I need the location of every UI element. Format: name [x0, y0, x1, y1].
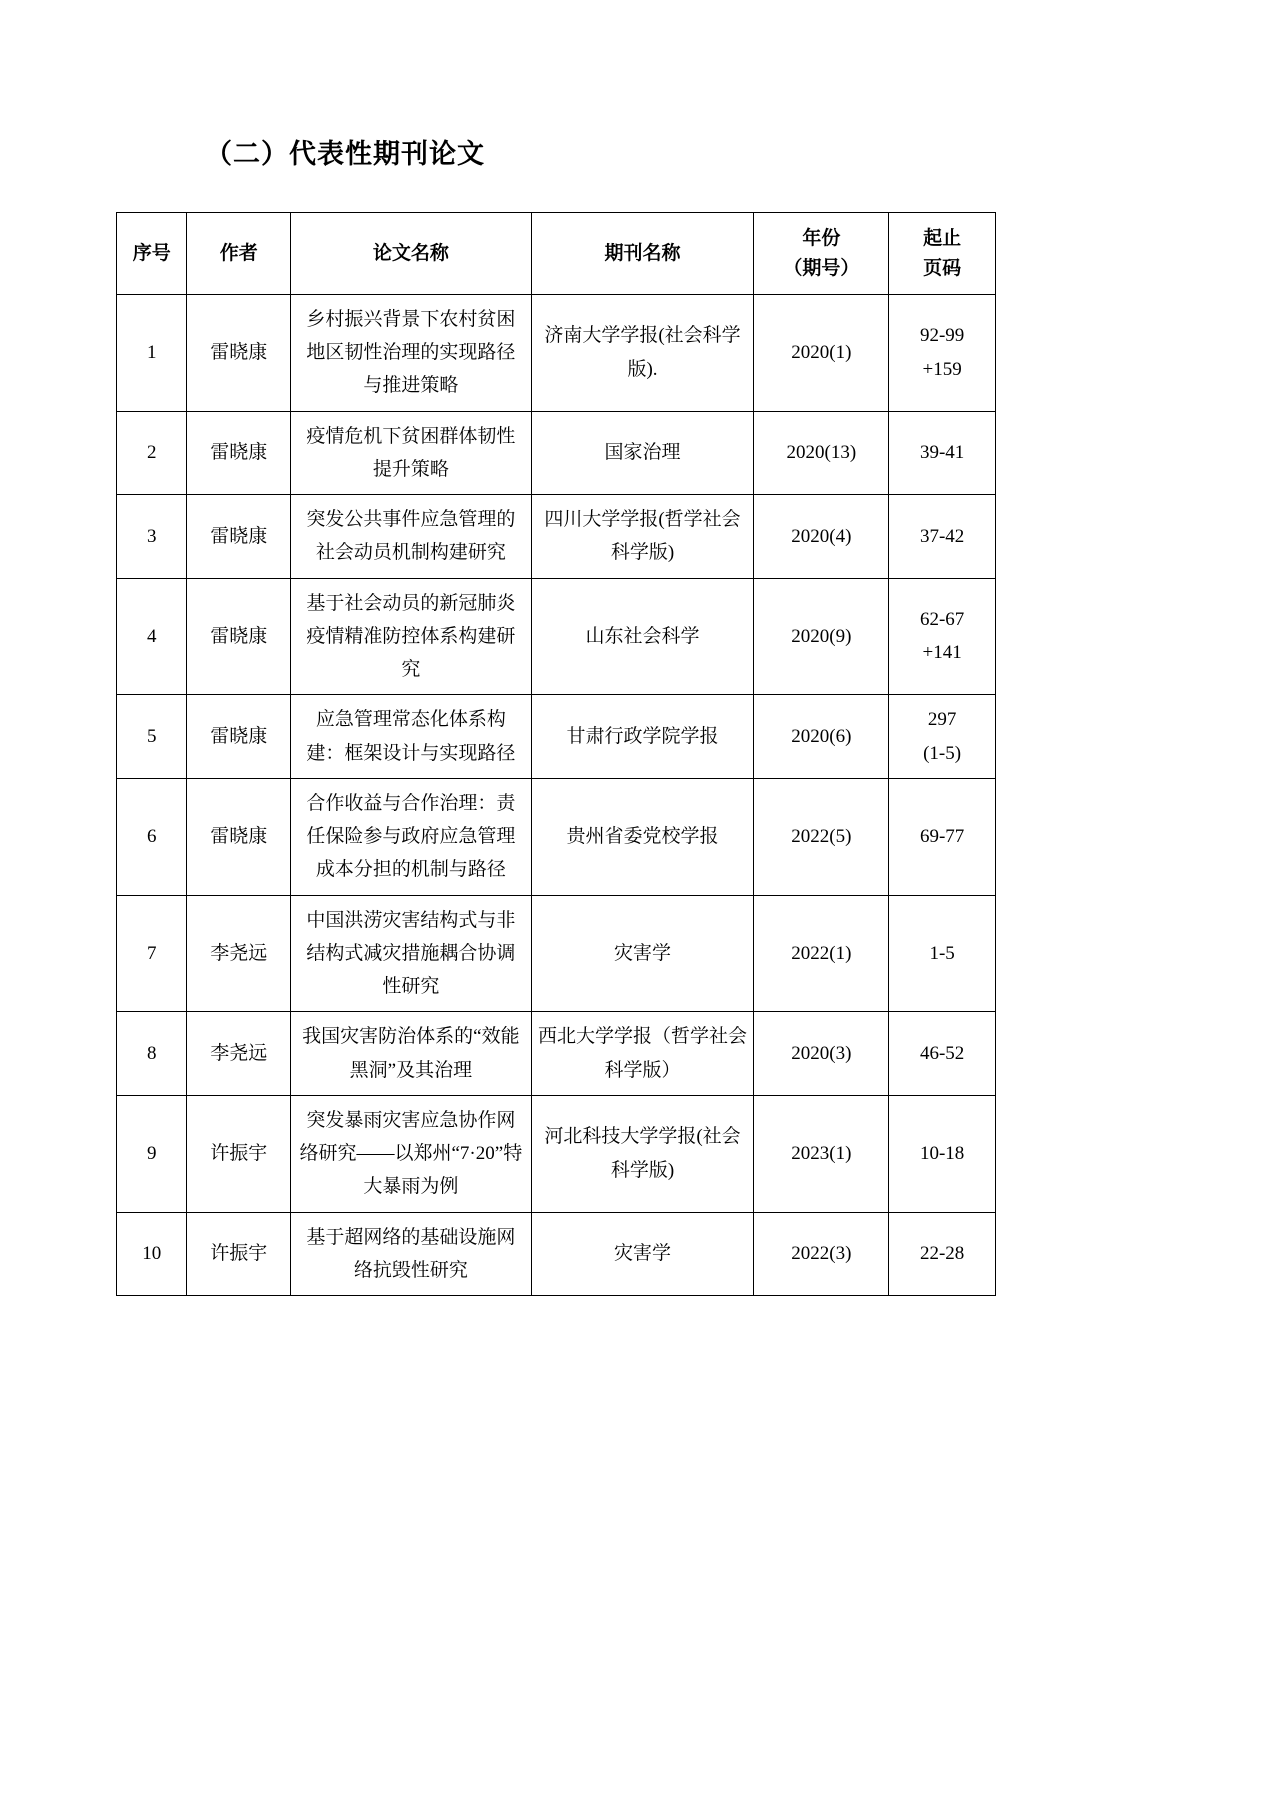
cell-journal: 灾害学: [531, 1212, 754, 1296]
cell-title: 合作收益与合作治理：责任保险参与政府应急管理成本分担的机制与路径: [291, 778, 531, 895]
column-header-journal: 期刊名称: [531, 213, 754, 295]
cell-pages: [889, 411, 996, 495]
cell-no: 5: [117, 695, 187, 779]
cell-author: 雷晓康: [187, 495, 291, 579]
cell-journal: 济南大学学报(社会科学版).: [531, 294, 754, 411]
cell-no: 9: [117, 1095, 187, 1212]
cell-no: 1: [117, 294, 187, 411]
cell-no: 8: [117, 1012, 187, 1096]
cell-pages-line1: 22-28: [919, 1243, 965, 1265]
table-row: [117, 778, 996, 895]
cell-no: 2: [117, 411, 187, 495]
cell-journal: 贵州省委党校学报: [531, 778, 754, 895]
table-row: [117, 495, 996, 579]
cell-pages: [889, 1012, 996, 1096]
cell-journal: 山东社会科学: [531, 578, 754, 695]
cell-pages: [889, 578, 996, 695]
cell-journal: 四川大学学报(哲学社会科学版): [531, 495, 754, 579]
cell-pages: [889, 895, 996, 1012]
cell-year: 2022(5): [754, 778, 889, 895]
cell-no: 7: [117, 895, 187, 1012]
cell-title: 乡村振兴背景下农村贫困地区韧性治理的实现路径与推进策略: [291, 294, 531, 411]
cell-title: 中国洪涝灾害结构式与非结构式减灾措施耦合协调性研究: [291, 895, 531, 1012]
cell-pages: [889, 495, 996, 579]
cell-pages-line1: 92-99: [919, 325, 965, 347]
cell-author: 李尧远: [187, 895, 291, 1012]
cell-author: 雷晓康: [187, 411, 291, 495]
cell-pages-line2: (1-5): [923, 742, 962, 764]
column-header-year: [754, 213, 889, 295]
cell-pages-line2: +159: [922, 358, 962, 380]
cell-title: 基于社会动员的新冠肺炎疫情精准防控体系构建研究: [291, 578, 531, 695]
cell-year: 2022(1): [754, 895, 889, 1012]
table-row: [117, 411, 996, 495]
cell-year: 2020(3): [754, 1012, 889, 1096]
cell-title: 疫情危机下贫困群体韧性提升策略: [291, 411, 531, 495]
cell-author: 雷晓康: [187, 578, 291, 695]
table-row: [117, 294, 996, 411]
cell-pages-line1: 46-52: [919, 1042, 965, 1064]
table-row: [117, 895, 996, 1012]
column-header-no: 序号: [117, 213, 187, 295]
cell-pages: [889, 294, 996, 411]
column-header-pages-line1: 起止: [923, 227, 962, 249]
cell-author: 李尧远: [187, 1012, 291, 1096]
cell-title: 我国灾害防治体系的“效能黑洞”及其治理: [291, 1012, 531, 1096]
column-header-author: 作者: [187, 213, 291, 295]
cell-pages-line1: 10-18: [919, 1143, 965, 1165]
cell-title: 突发暴雨灾害应急协作网络研究——以郑州“7·20”特大暴雨为例: [291, 1095, 531, 1212]
cell-journal: 甘肃行政学院学报: [531, 695, 754, 779]
cell-author: 雷晓康: [187, 294, 291, 411]
cell-journal: 河北科技大学学报(社会科学版): [531, 1095, 754, 1212]
cell-pages: [889, 695, 996, 779]
cell-journal: 国家治理: [531, 411, 754, 495]
cell-pages: [889, 778, 996, 895]
cell-author: 许振宇: [187, 1095, 291, 1212]
page-title: （二）代表性期刊论文: [205, 139, 485, 170]
cell-author: 雷晓康: [187, 695, 291, 779]
cell-year: 2023(1): [754, 1095, 889, 1212]
cell-year: 2022(3): [754, 1212, 889, 1296]
cell-pages-line1: 37-42: [919, 525, 965, 547]
table-row: [117, 1212, 996, 1296]
table-row: [117, 695, 996, 779]
cell-pages-line2: +141: [922, 642, 962, 664]
cell-year: 2020(1): [754, 294, 889, 411]
cell-author: 许振宇: [187, 1212, 291, 1296]
cell-year: 2020(13): [754, 411, 889, 495]
cell-pages-line1: 39-41: [919, 442, 965, 464]
cell-journal: 灾害学: [531, 895, 754, 1012]
table-row: [117, 1095, 996, 1212]
publications-table: [116, 212, 996, 1296]
table-row: [117, 578, 996, 695]
cell-no: 3: [117, 495, 187, 579]
cell-pages-line1: 62-67: [919, 609, 965, 631]
cell-no: 6: [117, 778, 187, 895]
column-header-title: 论文名称: [291, 213, 531, 295]
column-header-pages: [889, 213, 996, 295]
cell-year: 2020(6): [754, 695, 889, 779]
column-header-year-line1: 年份: [802, 227, 841, 249]
cell-pages-line1: 297: [927, 709, 957, 731]
column-header-pages-line2: 页码: [923, 257, 962, 280]
table-header: [117, 213, 996, 295]
publications-table-container: [116, 212, 996, 1296]
cell-title: 突发公共事件应急管理的社会动员机制构建研究: [291, 495, 531, 579]
cell-journal: 西北大学学报（哲学社会科学版）: [531, 1012, 754, 1096]
cell-pages-line1: 1-5: [929, 942, 955, 964]
table-body: [117, 294, 996, 1295]
cell-title: 基于超网络的基础设施网络抗毁性研究: [291, 1212, 531, 1296]
cell-pages: [889, 1212, 996, 1296]
cell-no: 4: [117, 578, 187, 695]
cell-pages: [889, 1095, 996, 1212]
table-header-row: [117, 213, 996, 295]
cell-author: 雷晓康: [187, 778, 291, 895]
cell-no: 10: [117, 1212, 187, 1296]
cell-year: 2020(9): [754, 578, 889, 695]
table-row: [117, 1012, 996, 1096]
cell-year: 2020(4): [754, 495, 889, 579]
column-header-year-line2: （期号）: [783, 257, 860, 280]
cell-title: 应急管理常态化体系构建：框架设计与实现路径: [291, 695, 531, 779]
cell-pages-line1: 69-77: [919, 826, 965, 848]
